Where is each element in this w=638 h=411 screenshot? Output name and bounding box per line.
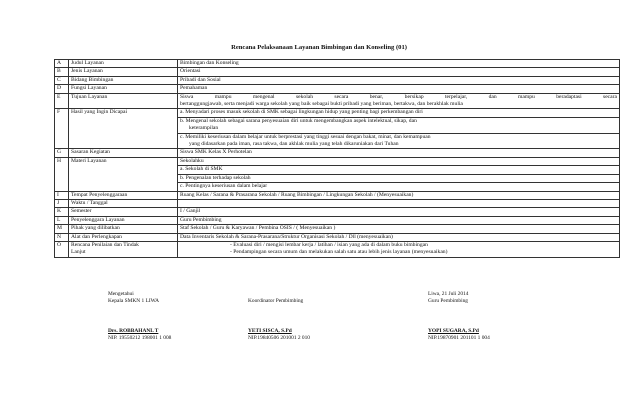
row-code: C	[55, 76, 69, 84]
row-code: E	[55, 93, 69, 109]
row-subitem: b. Pengenalan terhadap sekolah	[178, 174, 619, 182]
signature-right	[428, 291, 490, 343]
sig-center-nip: NIP.19840506 201001 2 010	[248, 335, 310, 342]
row-value: Guru Pembimbing	[178, 216, 620, 224]
row-code: I	[55, 191, 69, 199]
row-value: I / Ganjil	[178, 208, 620, 216]
table-row	[55, 149, 620, 157]
sig-left-name: Drs. ROBBAHANL T	[108, 327, 159, 334]
row-label: Pihak yang dilibatkan	[69, 225, 178, 233]
row-code: O	[55, 241, 69, 257]
row-subitem: a. Menyadari proses masuk sekolah di SMK sebagai lingkungan hidup yang penting bagi perkembangan diri	[180, 109, 423, 116]
row-label: Jenis Layanan	[69, 68, 178, 76]
table-row	[55, 157, 620, 191]
row-label: Tujuan Layanan	[69, 93, 178, 109]
row-subitem: b. Mengenal sekolah sebagai sarana penyesuaian diri untuk mengembangkan aspek intelektual, sikap, dan keterampilan	[178, 117, 619, 133]
sig-center-line2: Koordinator Pembimbing	[248, 298, 304, 305]
row-code: B	[55, 68, 69, 76]
table-row	[55, 199, 620, 207]
table-row	[55, 216, 620, 224]
row-label: Tempat Penyelenggaraan	[69, 191, 178, 199]
row-value	[178, 199, 620, 207]
row-value: Staf Sekolah / Guru & Karyawan / Pembina OSIS / ( Menyesuaikan )	[178, 225, 620, 233]
table-row	[55, 208, 620, 216]
row-value: Siswa mampu mengenal sekolah secara benar, bersikap terpelajar, dan mampu beradaptasi secara bertanggungjawab, serta menjadi warga sekolah yang baik sebagai bukti pribadi yang beriman, bertakwa, dan berakhlak mulia	[178, 93, 620, 109]
row-value	[178, 109, 620, 149]
document-title: Rencana Pelaksanaan Layanan Bimbingan dan Konseling (01)	[231, 44, 407, 51]
row-code: G	[55, 149, 69, 157]
table-row	[55, 225, 620, 233]
sig-center-line1	[248, 291, 310, 298]
table-row	[55, 85, 620, 93]
row-value: Data Inventaris Sekolah & Sarana-Prasarana/Struktur Organisasi Sekolah / Dll (menyesuaikan)	[178, 233, 620, 241]
sig-left-line1: Mengetahui	[108, 291, 134, 297]
row-value: Pemahaman	[178, 85, 620, 93]
sig-right-name: YOPI SUGARA, S.Pd	[428, 327, 479, 334]
row-label: Sasaran Kegiatan	[69, 149, 178, 157]
table-row	[55, 191, 620, 199]
row-code: J	[55, 199, 69, 207]
row-label: Judul Layanan	[69, 60, 178, 68]
row-value: - Evaluasi diri / mengisi lembar kerja / latihan / isian yang ada di dalam buku bimbingan - Pendampingan secara umum dan melakukan salah satu atau lebih jenis layanan (menyesuaikan)	[178, 241, 620, 257]
row-label: Waktu / Tanggal	[69, 199, 178, 207]
table-row	[55, 93, 620, 109]
table-row	[55, 76, 620, 84]
row-code: A	[55, 60, 69, 68]
row-label: Penyelenggara Layanan	[69, 216, 178, 224]
row-label: Bidang Bimbingan	[69, 76, 178, 84]
table-row	[55, 60, 620, 68]
row-value: Siswa SMK Kelas X Perhotelan	[178, 149, 620, 157]
row-code: H	[55, 157, 69, 191]
row-code: N	[55, 233, 69, 241]
row-code: K	[55, 208, 69, 216]
row-value: Pribadi dan Sosial	[178, 76, 620, 84]
table-row	[55, 233, 620, 241]
table-row	[55, 241, 620, 257]
plan-table	[54, 59, 620, 258]
sig-left-line2: Kepala SMKN 1 LIWA	[108, 298, 160, 305]
row-value	[178, 157, 620, 191]
sig-right-line1: Liwa, 21 Juli 2014	[428, 291, 469, 297]
row-value: Ruang Kelas / Sarana & Prasarana Sekolah / Ruang Bimbingan / Lingkungan Sekolah / (Menyesuaikan)	[178, 191, 620, 199]
row-code: L	[55, 216, 69, 224]
signature-center	[248, 291, 310, 343]
row-code: F	[55, 109, 69, 149]
row-label: Semester	[69, 208, 178, 216]
row-subitem: c. Pentingnya keseriusan dalam belajar	[178, 182, 619, 190]
row-label: Rencana Penilaian dan Tindak Lanjut	[69, 241, 178, 257]
table-row	[55, 68, 620, 76]
row-subitem: c. Memiliki keseriusan dalam belajar untuk berprestasi yang tinggi sesuai dengan bakat, minat, dan kemampuan yang didasarkan pada iman, rasa takwa, dan akhlak mulia yang telah dikaruniakan dari Tuhan	[178, 133, 619, 149]
row-label: Fungsi Layanan	[69, 85, 178, 93]
sig-right-nip: NIP.19870901 201101 1 004	[428, 335, 490, 342]
row-label: Alat dan Perlengkapan	[69, 233, 178, 241]
row-label: Materi Layanan	[69, 157, 178, 191]
row-value: Orientasi	[178, 68, 620, 76]
sig-center-name: YETI SISCA, S.Pd	[248, 327, 292, 334]
row-label: Hasil yang Ingin Dicapai	[69, 109, 178, 149]
table-row	[55, 109, 620, 149]
row-code: D	[55, 85, 69, 93]
sig-right-line2: Guru Pembimbing	[428, 298, 468, 305]
row-value: Bimbingan dan Konseling	[178, 60, 620, 68]
row-subitem: a. Sekolah di SMK	[178, 165, 619, 173]
row-subitem: Sekolahku	[180, 157, 204, 164]
sig-left-nip: NIP. 19550212 198001 1 008	[108, 335, 172, 342]
signature-left	[108, 291, 171, 343]
row-code: M	[55, 225, 69, 233]
